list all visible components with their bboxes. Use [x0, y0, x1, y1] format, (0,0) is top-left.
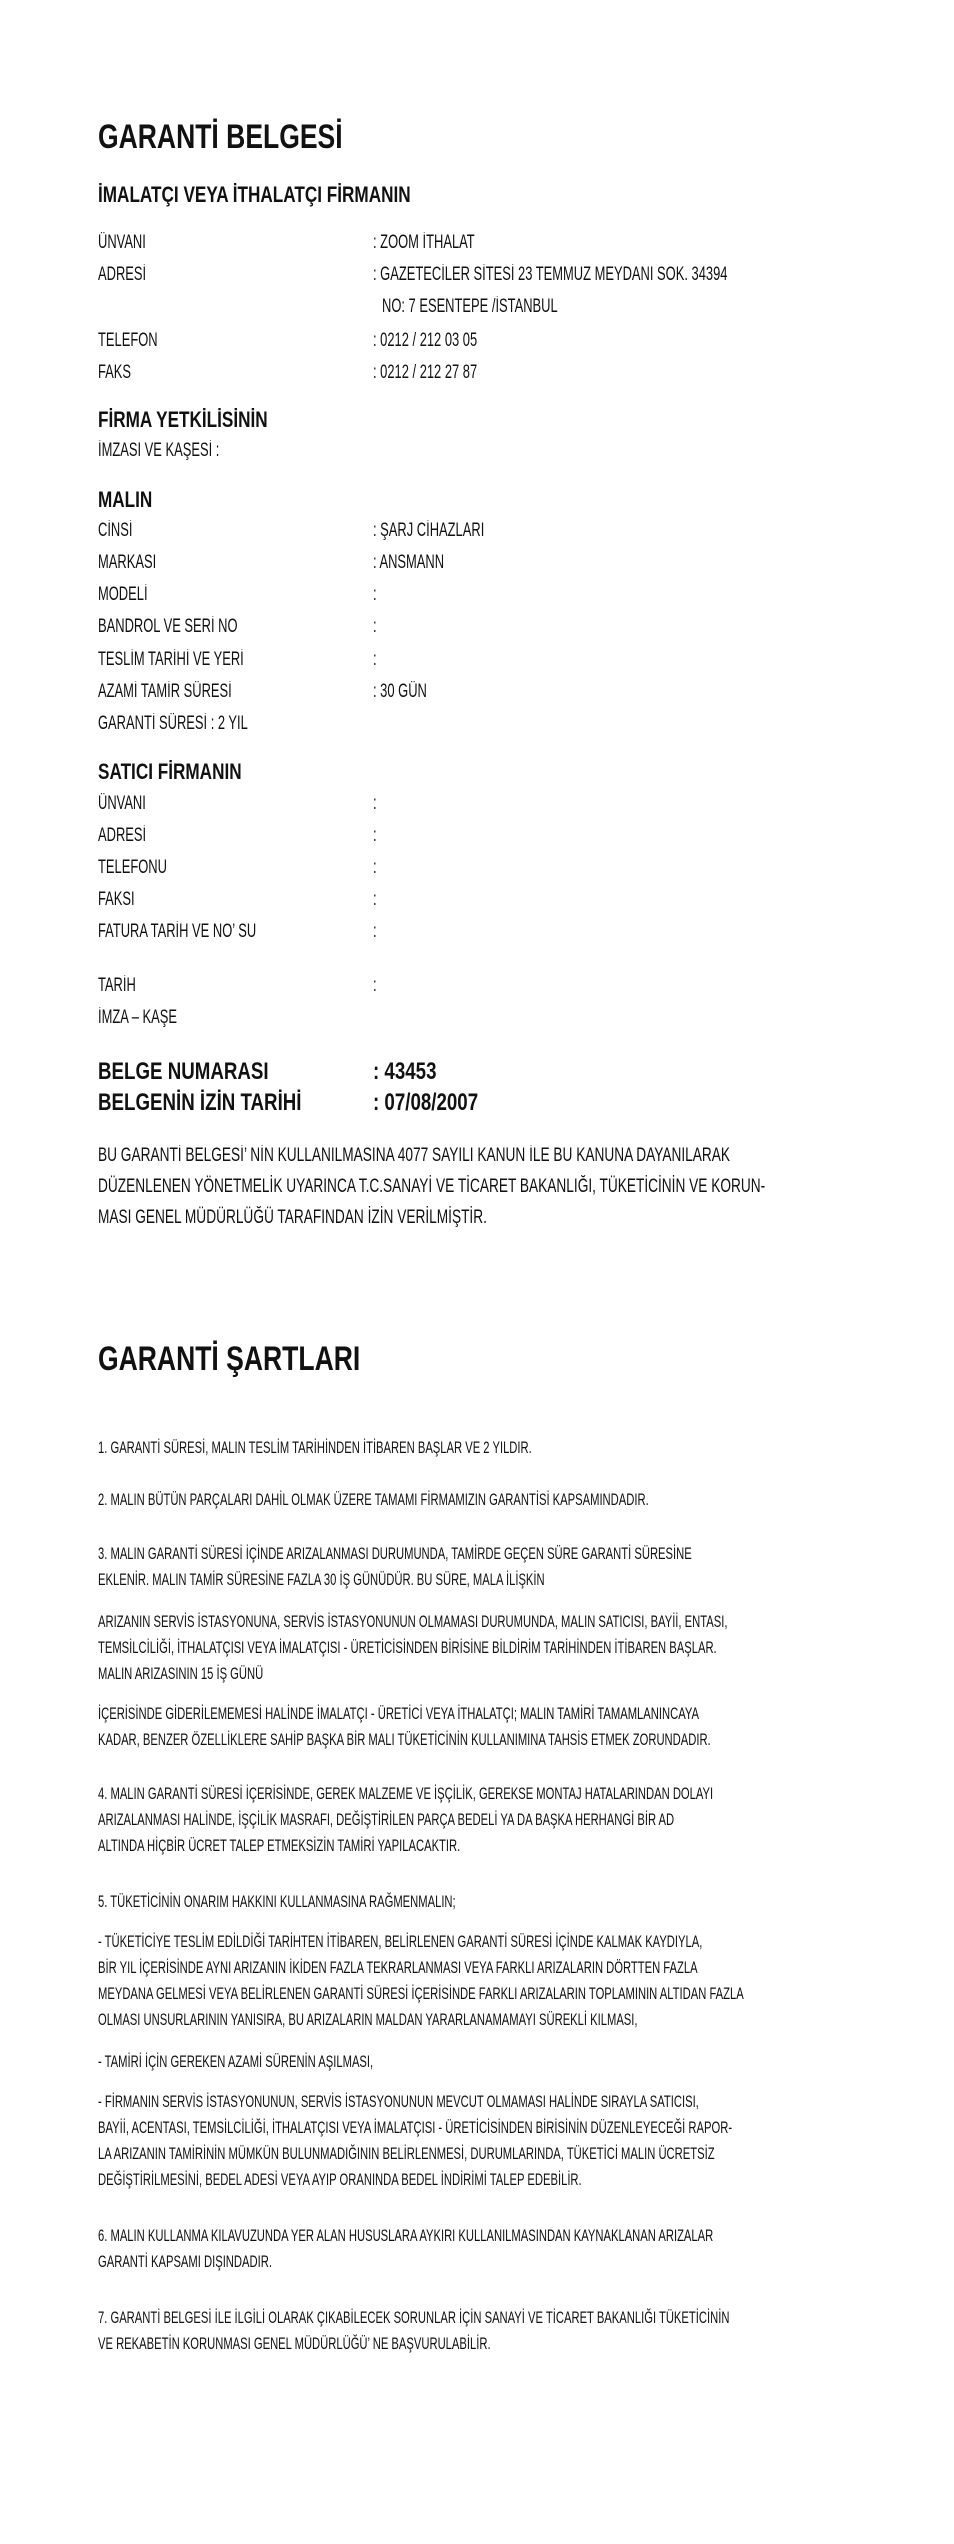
- term-line: MEYDANA GELMESİ VEYA BELİRLENEN GARANTİ SÜRESİ İÇERİSİNDE FARKLI ARIZALARIN TOPLAMININ ALTIDAN FAZLA: [98, 1984, 744, 2003]
- legal-line: BU GARANTİ BELGESİ’ NİN KULLANILMASINA 4077 SAYILI KANUN İLE BU KANUNA DAYANILARAK: [98, 1145, 731, 1166]
- seller-label-phone: TELEFONU: [98, 857, 167, 878]
- term-line: - FİRMANIN SERVİS İSTASYONUNUN, SERVİS İSTASYONUNUN MEVCUT OLMAMASI HALİNDE SIRAYLA SATICISI,: [98, 2092, 699, 2111]
- term-line: İÇERİSİNDE GİDERİLEMEMESİ HALİNDE İMALATÇI - ÜRETİCİ VEYA İTHALATÇI; MALIN TAMİRİ TAMAMLANINCAYA: [98, 1704, 700, 1723]
- product-label-delivery: TESLİM TARİHİ VE YERİ: [98, 649, 244, 670]
- term-line: VE REKABETİN KORUNMASI GENEL MÜDÜRLÜĞÜ’ NE BAŞVURULABİLİR.: [98, 2334, 491, 2353]
- manufacturer-value-title: : ZOOM İTHALAT: [373, 232, 475, 253]
- manufacturer-heading: İMALATÇI VEYA İTHALATÇI FİRMANIN: [98, 182, 411, 207]
- manufacturer-label-address: ADRESİ: [98, 264, 147, 285]
- term-line: 2. MALIN BÜTÜN PARÇALARI DAHİL OLMAK ÜZERE TAMAMI FİRMAMIZIN GARANTİSİ KAPSAMINDADIR.: [98, 1490, 649, 1509]
- product-value-serial: :: [373, 616, 377, 637]
- product-label-type: CİNSİ: [98, 520, 133, 541]
- term-line: DEĞİŞTİRİLMESİNİ, BEDEL ADESİ VEYA AYIP ORANINDA BEDEL İNDİRİMİ TALEP EDEBİLİR.: [98, 2170, 582, 2189]
- legal-line: MASI GENEL MÜDÜRLÜĞÜ TARAFINDAN İZİN VERİLMİŞTİR.: [98, 1207, 487, 1228]
- term-line: 7. GARANTİ BELGESİ İLE İLGİLİ OLARAK ÇIKABİLECEK SORUNLAR İÇİN SANAYİ VE TİCARET BAKANLIĞI TÜKETİCİNİN: [98, 2308, 730, 2327]
- manufacturer-label-fax: FAKS: [98, 362, 132, 383]
- term-line: 6. MALIN KULLANMA KILAVUZUNDA YER ALAN HUSUSLARA AYKIRI KULLANILMASINDAN KAYNAKLANAN ARIZALAR: [98, 2226, 714, 2245]
- permit-date-value: : 07/08/2007: [373, 1089, 479, 1116]
- seller-heading: SATICI FİRMANIN: [98, 759, 242, 784]
- manufacturer-label-title: ÜNVANI: [98, 232, 146, 253]
- term-line: ALTINDA HİÇBİR ÜCRET TALEP ETMEKSİZİN TAMİRİ YAPILACAKTIR.: [98, 1836, 461, 1855]
- product-label-serial: BANDROL VE SERİ NO: [98, 616, 238, 637]
- term-line: 1. GARANTİ SÜRESİ, MALIN TESLİM TARİHİNDEN İTİBAREN BAŞLAR VE 2 YILDIR.: [98, 1438, 532, 1457]
- seller-label-address: ADRESİ: [98, 825, 147, 846]
- seller-label-invoice: FATURA TARİH VE NO’ SU: [98, 921, 257, 942]
- seller-label-title: ÜNVANI: [98, 793, 146, 814]
- seller-value-fax: :: [373, 889, 377, 910]
- seller-value-invoice: :: [373, 921, 377, 942]
- manufacturer-value-address-line2: NO: 7 ESENTEPE /İSTANBUL: [382, 296, 558, 317]
- product-label-model: MODELİ: [98, 584, 148, 605]
- manufacturer-label-phone: TELEFON: [98, 330, 158, 351]
- manufacturer-value-phone: : 0212 / 212 03 05: [373, 330, 478, 351]
- product-label-repair-time: AZAMİ TAMİR SÜRESİ: [98, 681, 232, 702]
- product-value-brand: : ANSMANN: [373, 552, 445, 573]
- product-value-model: :: [373, 584, 377, 605]
- permit-date-label: BELGENİN İZİN TARİHİ: [98, 1089, 302, 1116]
- term-line: BİR YIL İÇERİSİNDE AYNI ARIZANIN İKİDEN FAZLA TEKRARLANMASI VEYA FARKLI ARIZALARIN DÖRTTEN FAZLA: [98, 1958, 698, 1977]
- manufacturer-value-address: : GAZETECİLER SİTESİ 23 TEMMUZ MEYDANI SOK. 34394: [373, 264, 728, 285]
- document-number-value: : 43453: [373, 1058, 437, 1085]
- term-line: 5. TÜKETİCİNİN ONARIM HAKKINI KULLANMASINA RAĞMENMALIN;: [98, 1892, 456, 1911]
- term-line: MALIN ARIZASININ 15 İŞ GÜNÜ: [98, 1664, 264, 1683]
- document-number-label: BELGE NUMARASI: [98, 1058, 269, 1085]
- seller-value-phone: :: [373, 857, 377, 878]
- product-heading: MALIN: [98, 487, 153, 512]
- product-warranty-period: GARANTİ SÜRESİ : 2 YIL: [98, 713, 248, 734]
- official-signature-line: İMZASI VE KAŞESİ :: [98, 440, 220, 461]
- term-line: - TÜKETİCİYE TESLİM EDİLDİĞİ TARİHTEN İTİBAREN, BELİRLENEN GARANTİ SÜRESİ İÇİNDE KALMAK KAYDIYLA,: [98, 1932, 703, 1951]
- term-line: EKLENİR. MALIN TAMİR SÜRESİNE FAZLA 30 İŞ GÜNÜDÜR. BU SÜRE, MALA İLİŞKİN: [98, 1570, 545, 1589]
- term-line: OLMASI UNSURLARININ YANISIRA, BU ARIZALARIN MALDAN YARARLANAMAMAYI SÜREKLİ KILMASI,: [98, 2010, 638, 2029]
- term-line: - TAMİRİ İÇİN GEREKEN AZAMİ SÜRENİN AŞILMASI,: [98, 2052, 374, 2071]
- official-heading: FİRMA YETKİLİSİNİN: [98, 407, 268, 432]
- seller-value-address: :: [373, 825, 377, 846]
- term-line: ARIZALANMASI HALİNDE, İŞÇİLİK MASRAFI, DEĞİŞTİRİLEN PARÇA BEDELİ YA DA BAŞKA HERHANGİ BİR AD: [98, 1810, 675, 1829]
- term-line: BAYİİ, ACENTASI, TEMSİLCİLİĞİ, İTHALATÇISI VEYA İMALATÇISI - ÜRETİCİSİNDEN BİRİSİNİN DÜZENLEYECEĞİ RAPOR-: [98, 2118, 733, 2137]
- manufacturer-value-fax: : 0212 / 212 27 87: [373, 362, 478, 383]
- term-line: ARIZANIN SERVİS İSTASYONUNA, SERVİS İSTASYONUNUN OLMAMASI DURUMUNDA, MALIN SATICISI, BAYİİ, ENTASI,: [98, 1612, 728, 1631]
- product-label-brand: MARKASI: [98, 552, 157, 573]
- term-line: 4. MALIN GARANTİ SÜRESİ İÇERİSİNDE, GEREK MALZEME VE İŞÇİLİK, GEREKSE MONTAJ HATALARINDAN DOLAYI: [98, 1784, 714, 1803]
- term-line: GARANTİ KAPSAMI DIŞINDADIR.: [98, 2252, 272, 2271]
- term-line: TEMSİLCİLİĞİ, İTHALATÇISI VEYA İMALATÇISI - ÜRETİCİSİNDEN BİRİSİNE BİLDİRİM TARİHİNDEN İTİBAREN BAŞLAR.: [98, 1638, 717, 1657]
- seller-value-title: :: [373, 793, 377, 814]
- terms-title: GARANTİ ŞARTLARI: [98, 1340, 361, 1378]
- seller-signature: İMZA – KAŞE: [98, 1007, 177, 1028]
- term-line: LA ARIZANIN TAMİRİNİN MÜMKÜN BULUNMADIĞININ BELİRLENMESİ, DURUMLARINDA, TÜKETİCİ MALIN ÜCRETSİZ: [98, 2144, 715, 2163]
- term-line: 3. MALIN GARANTİ SÜRESİ İÇİNDE ARIZALANMASI DURUMUNDA, TAMİRDE GEÇEN SÜRE GARANTİ SÜRESİNE: [98, 1544, 692, 1563]
- document-title: GARANTİ BELGESİ: [98, 118, 343, 156]
- seller-label-fax: FAKSI: [98, 889, 135, 910]
- term-line: KADAR, BENZER ÖZELLİKLERE SAHİP BAŞKA BİR MALI TÜKETİCİNİN KULLANIMINA TAHSİS ETMEK ZORUNDADIR.: [98, 1730, 711, 1749]
- seller-date-label: TARİH: [98, 975, 136, 996]
- seller-date-value: :: [373, 975, 377, 996]
- legal-line: DÜZENLENEN YÖNETMELİK UYARINCA T.C.SANAYİ VE TİCARET BAKANLIĞI, TÜKETİCİNİN VE KORUN-: [98, 1176, 766, 1197]
- product-value-delivery: :: [373, 649, 377, 670]
- product-value-type: : ŞARJ CİHAZLARI: [373, 520, 485, 541]
- product-value-repair-time: : 30 GÜN: [373, 681, 427, 702]
